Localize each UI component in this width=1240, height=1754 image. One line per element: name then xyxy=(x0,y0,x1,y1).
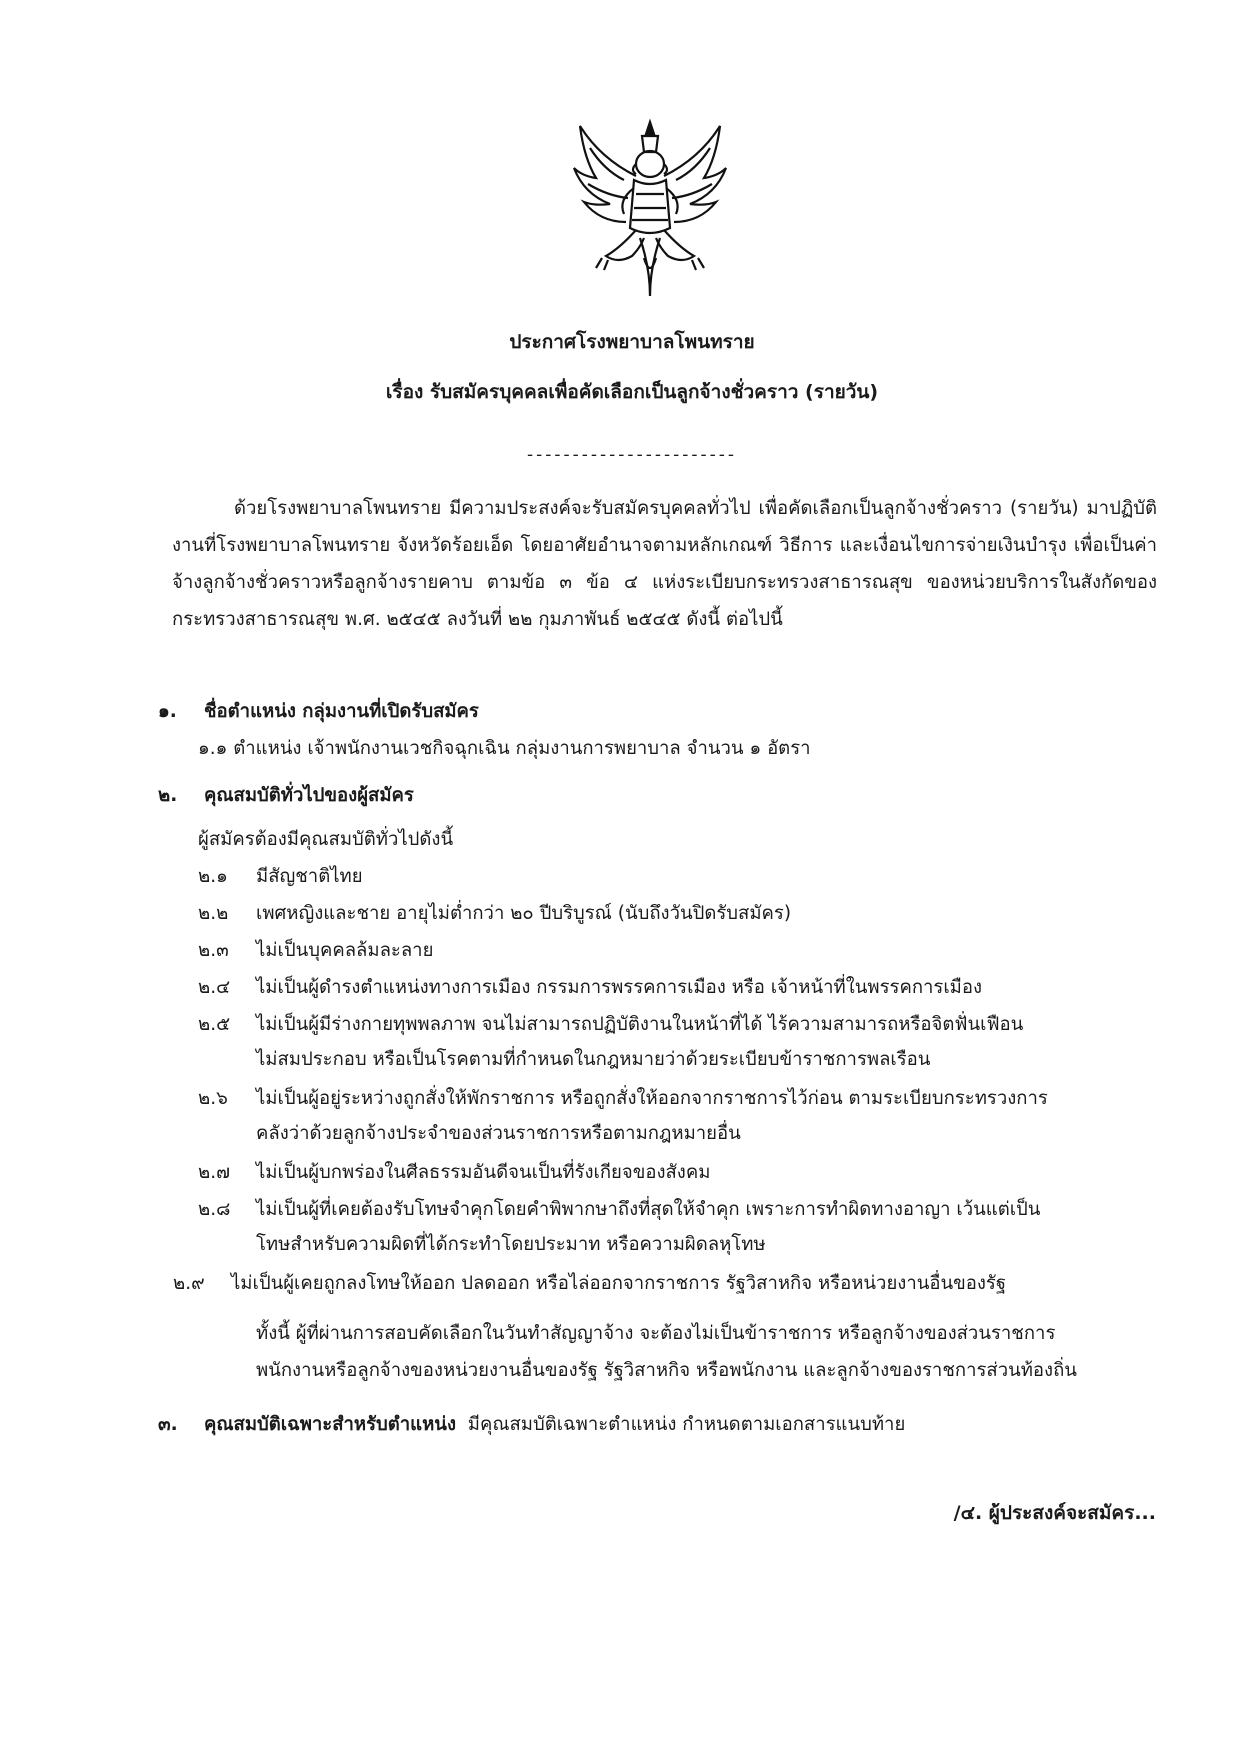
section-1-item: ๑.๑ ตำแหน่ง เจ้าพนักงานเวชกิจฉุกเฉิน กลุ่มงานการพยาบาล จำนวน ๑ อัตรา xyxy=(198,738,811,759)
section-1-title: ชื่อตำแหน่ง กลุ่มงานที่เปิดรับสมัคร xyxy=(204,701,479,722)
list-item-continuation: คลังว่าด้วยลูกจ้างประจำของส่วนราชการหรือตามกฎหมายอื่น xyxy=(256,1123,741,1144)
continuation-note: /๔. ผู้ประสงค์จะสมัคร... xyxy=(953,1502,1156,1524)
section-2-note-line-1: ทั้งนี้ ผู้ที่ผ่านการสอบคัดเลือกในวันทำสัญญาจ้าง จะต้องไม่เป็นข้าราชการ หรือลูกจ้างของส่วนราชการ xyxy=(256,1323,1056,1344)
list-item: ๒.๙ ไม่เป็นผู้เคยถูกลงโทษให้ออก ปลดออก หรือไล่ออกจากราชการ รัฐวิสาหกิจ หรือหน่วยงานอื่นของรัฐ xyxy=(173,1273,1007,1294)
section-2-lead: ผู้สมัครต้องมีคุณสมบัติทั่วไปดังนี้ xyxy=(198,829,454,850)
list-item-continuation: โทษสำหรับความผิดที่ได้กระทำโดยประมาท หรือความผิดลหุโทษ xyxy=(256,1234,766,1255)
garuda-emblem-icon xyxy=(570,118,730,308)
list-item: ๒.๒ เพศหญิงและชาย อายุไม่ต่ำกว่า ๒๐ ปีบริบูรณ์ (นับถึงวันปิดรับสมัคร) xyxy=(198,903,792,924)
list-item: ๒.๔ ไม่เป็นผู้ดำรงตำแหน่งทางการเมือง กรรมการพรรคการเมือง หรือ เจ้าหน้าที่ในพรรคการเมือง xyxy=(198,977,983,998)
list-item: ๒.๘ ไม่เป็นผู้ที่เคยต้องรับโทษจำคุกโดยคำพิพากษาถึงที่สุดให้จำคุก เพราะการทำผิดทางอาญา เว้นแต่เป็น xyxy=(198,1199,1041,1220)
announcement-title: ประกาศโรงพยาบาลโพนทราย xyxy=(509,331,755,353)
list-item: ๒.๑ มีสัญชาติไทย xyxy=(198,866,363,887)
list-item: ๒.๕ ไม่เป็นผู้มีร่างกายทุพพลภาพ จนไม่สามารถปฏิบัติงานในหน้าที่ได้ ไร้ความสามารถหรือจิตฟั่นเฟือน xyxy=(198,1014,1024,1035)
list-item: ๒.๖ ไม่เป็นผู้อยู่ระหว่างถูกสั่งให้พักราชการ หรือถูกสั่งให้ออกจากราชการไว้ก่อน ตามระเบียบกระทรวงการ xyxy=(198,1088,1048,1109)
section-1-number: ๑. xyxy=(158,701,177,722)
list-item: ๒.๗ ไม่เป็นผู้บกพร่องในศีลธรรมอันดีจนเป็นที่รังเกียจของสังคม xyxy=(198,1162,711,1183)
section-3-text: มีคุณสมบัติเฉพาะตำแหน่ง กำหนดตามเอกสารแนบท้าย xyxy=(467,1414,906,1435)
list-item-continuation: ไม่สมประกอบ หรือเป็นโรคตามที่กำหนดในกฎหมายว่าด้วยระเบียบข้าราชการพลเรือน xyxy=(256,1049,931,1070)
announcement-subject: เรื่อง รับสมัครบุคคลเพื่อคัดเลือกเป็นลูกจ้างชั่วคราว (รายวัน) xyxy=(385,381,879,403)
section-2-heading xyxy=(158,782,414,810)
section-2-note-line-2: พนักงานหรือลูกจ้างของหน่วยงานอื่นของรัฐ รัฐวิสาหกิจ หรือพนักงาน และลูกจ้างของราชการส่วนท้องถิ่น xyxy=(256,1360,1077,1381)
section-3-line xyxy=(158,1411,905,1439)
intro-text: ด้วยโรงพยาบาลโพนทราย มีความประสงค์จะรับสมัครบุคคลทั่วไป เพื่อคัดเลือกเป็นลูกจ้างชั่วคราว (รายวัน) มาปฏิบัติงานที่โรงพยาบาลโพนทราย จังหวัดร้อยเอ็ด โดยอาศัยอำนาจตามหลักเกณฑ์ วิธีการ และเงื่อนไขการจ่ายเงินบำรุง เพื่อเป็นค่าจ้างลูกจ้างชั่วคราวหรือลูกจ้างรายคาบ ตามข้อ ๓ ข้อ ๔ แห่งระเบียบกระทรวงสาธารณสุข ของหน่วยบริการในสังกัดของกระทรวงสาธารณสุข พ.ศ. ๒๕๔๕ ลงวันที่ ๒๒ กุมภาพันธ์ ๒๕๔๕ ดังนี้ ต่อไปนี้ xyxy=(172,498,1157,630)
section-2-title: คุณสมบัติทั่วไปของผู้สมัคร xyxy=(204,785,414,806)
intro-paragraph xyxy=(172,490,1157,638)
list-item: ๒.๓ ไม่เป็นบุคคลล้มละลาย xyxy=(198,940,434,961)
title-divider: ----------------------- xyxy=(526,445,738,465)
section-1-heading xyxy=(158,698,479,726)
section-2-number: ๒. xyxy=(158,785,178,806)
section-3-number: ๓. xyxy=(158,1414,178,1435)
section-3-title: คุณสมบัติเฉพาะสำหรับตำแหน่ง xyxy=(204,1414,456,1435)
